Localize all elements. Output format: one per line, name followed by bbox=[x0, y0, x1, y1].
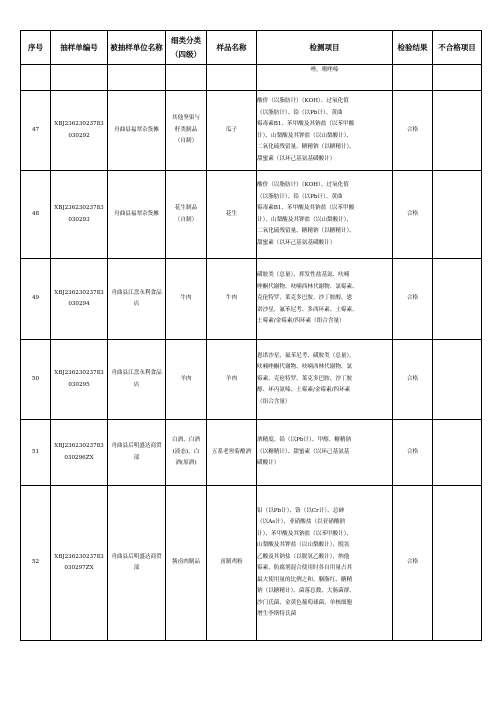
row-test-items-line: （组合含量） bbox=[257, 398, 291, 405]
row-result: 合格 bbox=[393, 340, 433, 420]
row-test-items-line: 沙门氏菌、金黄色葡萄球菌、单核细胞 bbox=[257, 599, 353, 606]
row-test-items-line: 山梨酸及其钾盐（以山梨酸计）、脱氢 bbox=[257, 542, 350, 548]
row-test-items-line: 最大使用量的比例之和、胭脂红、糖精 bbox=[257, 576, 353, 583]
row-result: 合格 bbox=[393, 259, 433, 340]
row-sampled-unit: 舟曲县后明盛达商贸部 bbox=[108, 486, 166, 641]
row-test-items-line: 酒精度、铅（以Pb计）、甲醇、糖精钠 bbox=[257, 437, 352, 444]
row-sample-code bbox=[51, 171, 108, 259]
row-category-line: 羊肉 bbox=[180, 375, 192, 382]
row-test-items-line: （以脂肪计）、铅（以Pb计）、黄曲 bbox=[257, 193, 343, 200]
row-sample-code-line: XBJ23623023783 bbox=[54, 370, 104, 376]
row-sample-code bbox=[51, 259, 108, 340]
row-sample-code-line: 030297ZX bbox=[64, 565, 94, 571]
header-sample-code: 抽样单编号 bbox=[51, 31, 108, 65]
row-sample-name: 牛肉 bbox=[207, 259, 257, 340]
continued-row bbox=[21, 65, 482, 91]
row-test-items bbox=[257, 171, 393, 259]
row-test-items-line: 霉毒素B1、苯甲酸及其钠盐（以苯甲酸 bbox=[257, 205, 355, 211]
row-category-line: 其他坚果与 bbox=[172, 115, 200, 122]
row-sample-code-line: XBJ23623023783 bbox=[54, 121, 104, 127]
row-failed-items bbox=[433, 259, 482, 340]
continued-items: 唑、哌唑嗪 bbox=[257, 65, 393, 91]
row-sample-code-line: 030295 bbox=[68, 381, 90, 388]
row-test-items-line: 醇、环丙氨嗪、土霉素/金霉素/四环素 bbox=[257, 387, 351, 394]
row-seq: 52 bbox=[21, 486, 51, 641]
table-row bbox=[21, 486, 482, 641]
row-sampled-unit: 舟曲县江盘永利食品店 bbox=[108, 259, 166, 340]
row-test-items bbox=[257, 420, 393, 486]
row-category bbox=[166, 259, 207, 340]
row-test-items-line: 铅（以Pb计）、铬（以Cr计）、总砷 bbox=[257, 507, 345, 514]
row-result: 合格 bbox=[393, 486, 433, 641]
row-test-items bbox=[257, 259, 393, 340]
row-test-items-line: 霉素、克伦特罗、莱克多巴胺、沙丁胺 bbox=[257, 375, 353, 382]
row-sample-name: 卤制鸡粉 bbox=[207, 486, 257, 641]
row-test-items-line: 二氧化硫残留量、糖精钠（以糖精计）、 bbox=[257, 228, 355, 234]
row-test-items bbox=[257, 486, 393, 641]
row-test-items-line: 酸价（以脂肪计）（KOH）、过氧化值 bbox=[257, 182, 349, 188]
row-test-items-line: （以As计）、亚硝酸盐（以亚硝酸钠 bbox=[257, 519, 346, 525]
row-sampled-unit: 舟曲县福翠杂货摊 bbox=[108, 91, 166, 171]
row-sampled-unit: 舟曲县江盘永利食品店 bbox=[108, 340, 166, 420]
row-result: 合格 bbox=[393, 171, 433, 259]
row-sample-code-line: XBJ23623023783 bbox=[54, 443, 104, 449]
row-category bbox=[166, 171, 207, 259]
row-test-items-line: 甜蜜素（以环己基氨基磺酸计） bbox=[257, 155, 336, 162]
row-test-items-line: 土霉素/金霉素/四环素（组合含量） bbox=[257, 318, 345, 325]
row-test-items-line: 计）、山梨酸及其钾盐（以山梨酸计）、 bbox=[257, 132, 353, 139]
row-sample-code bbox=[51, 340, 108, 420]
row-test-items-line: （以糖精计）、甜蜜素（以环己基氨基 bbox=[257, 448, 350, 455]
row-sample-code bbox=[51, 420, 108, 486]
row-sampled-unit: 舟曲县福翠杂货摊 bbox=[108, 171, 166, 259]
row-category-line: 酱卤肉制品 bbox=[172, 559, 200, 566]
row-test-items-line: 乙酸及其钠盐（以脱氢乙酸计）、纳他 bbox=[257, 553, 350, 560]
row-test-items-line: 唑酮代谢物、呋喃西林代谢物、氯霉素、 bbox=[257, 283, 358, 290]
table-row bbox=[21, 259, 482, 340]
header-sampled-unit: 被抽样单位名称 bbox=[108, 31, 166, 65]
row-sample-code-line: XBJ23623023783 bbox=[54, 289, 104, 296]
inspection-results-table bbox=[20, 30, 482, 641]
row-test-items-line: 二氧化硫残留量、糖精钠（以糖精计）、 bbox=[257, 144, 355, 150]
header-category: 细类分类 （四级） bbox=[166, 31, 207, 65]
row-category-line: 籽类制品 bbox=[174, 126, 198, 133]
row-failed-items bbox=[433, 91, 482, 171]
row-test-items-line: 计）、苯甲酸及其钠盐（以苯甲酸计）、 bbox=[257, 530, 353, 537]
row-test-items-line: 克伦特罗、莱克多巴胺、沙丁胺醇、恩 bbox=[257, 295, 353, 302]
row-test-items-line: 磺胺类（总量）、挥发性盐基氮、呋喃 bbox=[257, 272, 350, 279]
header-seq: 序号 bbox=[21, 31, 51, 65]
table-row bbox=[21, 340, 482, 420]
row-failed-items bbox=[433, 420, 482, 486]
row-failed-items bbox=[433, 171, 482, 259]
row-category bbox=[166, 420, 207, 486]
row-sample-code-line: XBJ23623023783 bbox=[54, 553, 104, 560]
row-sample-code-line: 030294 bbox=[68, 301, 90, 307]
row-category-line: 花生制品 bbox=[174, 205, 198, 211]
row-category-line: 酒(原酒) bbox=[175, 460, 197, 467]
row-test-items-line: 呋喃唑酮代谢物、呋喃西林代谢物、氯 bbox=[257, 364, 353, 371]
row-seq: 50 bbox=[21, 340, 51, 420]
row-failed-items bbox=[433, 486, 482, 641]
row-category bbox=[166, 91, 207, 171]
header-sample-name: 样品名称 bbox=[207, 31, 257, 65]
header-failed-items: 不合格项目 bbox=[433, 31, 482, 65]
row-category-line: （自制） bbox=[174, 216, 198, 223]
header-row bbox=[21, 31, 482, 65]
row-test-items-line: 计）、山梨酸及其钾盐（以山梨酸计）、 bbox=[257, 216, 353, 223]
row-test-items-line: 诺沙星、氟苯尼考、多西环素、土霉素、 bbox=[257, 306, 358, 313]
row-seq: 47 bbox=[21, 91, 51, 171]
row-seq: 48 bbox=[21, 171, 51, 259]
row-test-items-line: 酸价（以脂肪计）（KOH）、过氧化值 bbox=[257, 98, 349, 104]
row-sample-name: 瓜子 bbox=[207, 91, 257, 171]
row-sample-code-line: 030292 bbox=[68, 132, 90, 139]
row-test-items-line: 增生李斯特氏菌 bbox=[257, 611, 297, 617]
row-sample-code bbox=[51, 91, 108, 171]
row-test-items bbox=[257, 91, 393, 171]
row-category bbox=[166, 486, 207, 641]
row-seq: 51 bbox=[21, 420, 51, 486]
table-row bbox=[21, 420, 482, 486]
header-test-items: 检测项目 bbox=[257, 31, 393, 65]
table-row bbox=[21, 91, 482, 171]
row-category-line: （自制） bbox=[174, 138, 198, 145]
header-result: 检验结果 bbox=[393, 31, 433, 65]
row-test-items-line: 恩诺沙星、氟苯尼考、磺胺类（总量）、 bbox=[257, 352, 355, 359]
row-result: 合格 bbox=[393, 420, 433, 486]
row-sample-name: 花生 bbox=[207, 171, 257, 259]
row-test-items bbox=[257, 340, 393, 420]
row-sample-name: 羊肉 bbox=[207, 340, 257, 420]
row-test-items-line: 磺酸计） bbox=[257, 460, 280, 467]
row-category-line: (液态)、白 bbox=[172, 448, 200, 455]
row-test-items-line: 甜蜜素（以环己基氨基磺酸计） bbox=[257, 239, 336, 246]
table-row bbox=[21, 171, 482, 259]
row-result: 合格 bbox=[393, 91, 433, 171]
row-sample-code-line: 030296ZX bbox=[64, 454, 94, 461]
row-test-items-line: 霉素、防腐剂混合使用时各自用量占其 bbox=[257, 565, 353, 571]
row-sample-code bbox=[51, 486, 108, 641]
row-failed-items bbox=[433, 340, 482, 420]
row-sample-code-line: XBJ23623023783 bbox=[54, 205, 104, 211]
row-sample-name: 五系老窖菊酿酒 bbox=[207, 420, 257, 486]
row-sampled-unit: 舟曲县后明盛达商贸部 bbox=[108, 420, 166, 486]
row-test-items-line: 钠（以糖精计）、菌落总数、大肠菌群、 bbox=[257, 588, 355, 594]
row-category bbox=[166, 340, 207, 420]
row-category-line: 牛肉 bbox=[180, 295, 192, 302]
row-test-items-line: （以脂肪计）、铅（以Pb计）、黄曲 bbox=[257, 109, 343, 116]
row-test-items-line: 霉毒素B1、苯甲酸及其钠盐（以苯甲酸 bbox=[257, 121, 355, 127]
row-category-line: 白酒、白酒 bbox=[172, 437, 200, 444]
row-sample-code-line: 030293 bbox=[68, 216, 90, 223]
row-seq: 49 bbox=[21, 259, 51, 340]
